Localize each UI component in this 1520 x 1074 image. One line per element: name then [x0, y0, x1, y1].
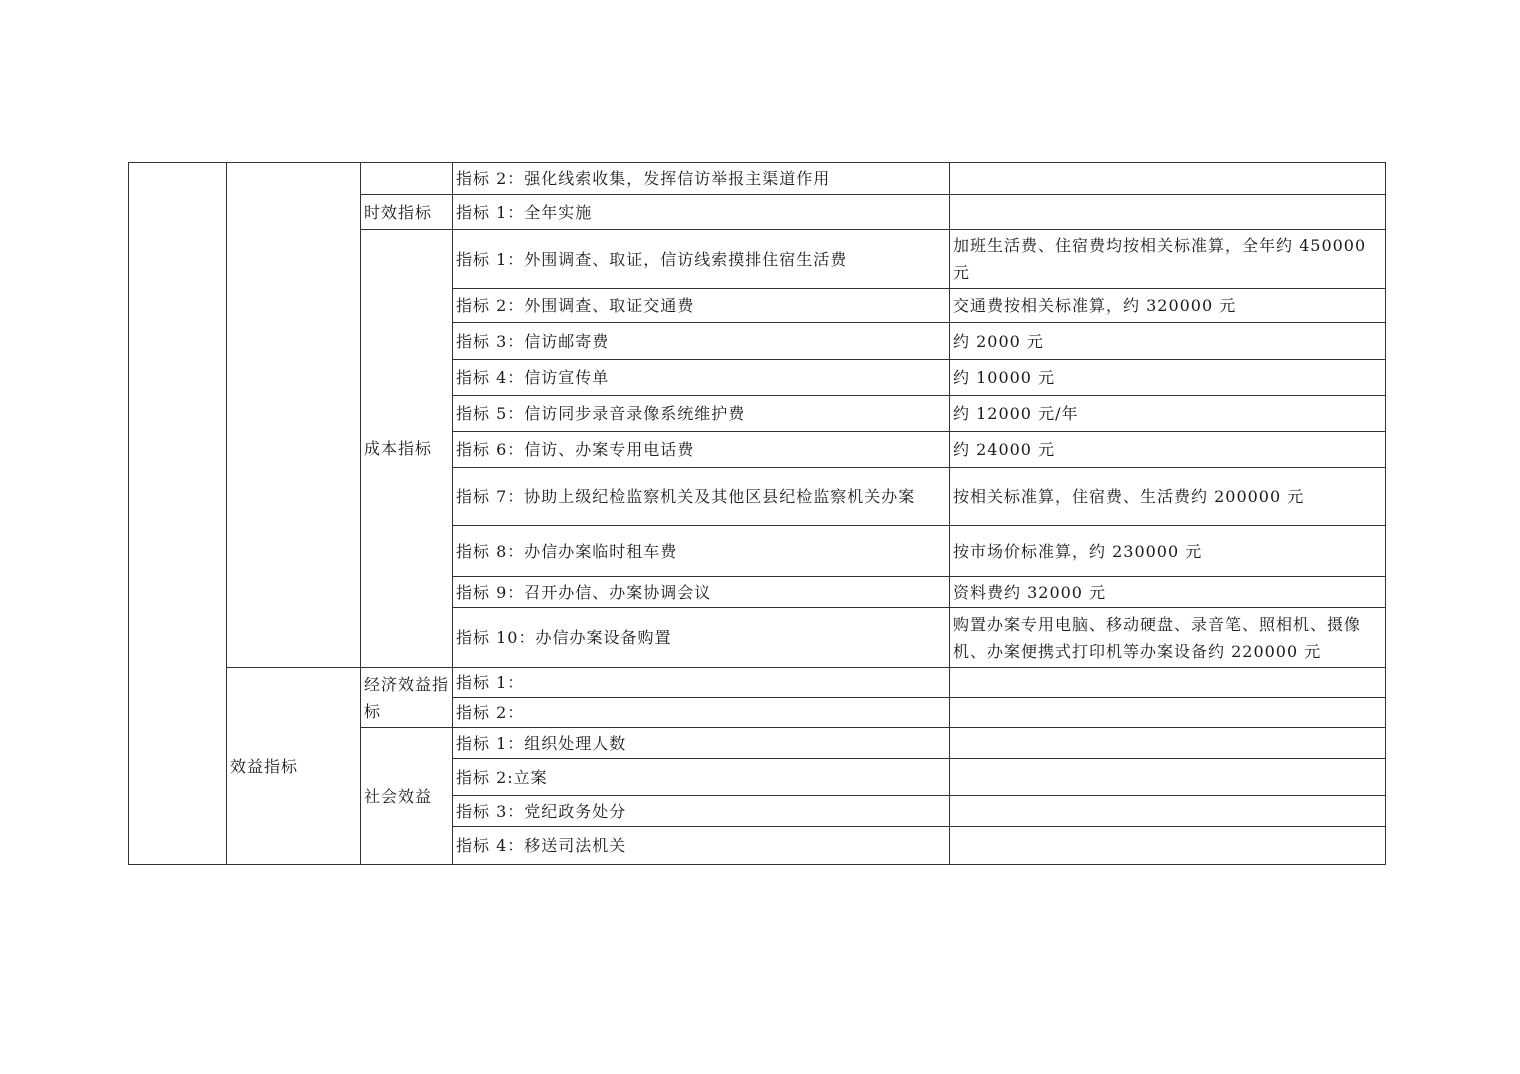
- value-cell: 约 10000 元: [950, 360, 1386, 396]
- benefit-indicator-label: 效益指标: [227, 668, 361, 865]
- value-cell: [950, 796, 1386, 827]
- value-cell: [950, 698, 1386, 728]
- value-cell: 约 12000 元/年: [950, 396, 1386, 432]
- value-cell: 按相关标准算，住宿费、生活费约 200000 元: [950, 468, 1386, 526]
- performance-indicator-table: [128, 162, 1386, 865]
- indicator-cell: 指标 5：信访同步录音录像系统维护费: [453, 396, 950, 432]
- indicator-cell: 指标 4：移送司法机关: [453, 827, 950, 865]
- value-cell: 约 24000 元: [950, 432, 1386, 468]
- value-cell: [950, 163, 1386, 195]
- indicator-cell: 指标 10：办信办案设备购置: [453, 608, 950, 668]
- value-cell: [950, 728, 1386, 759]
- value-cell: [950, 827, 1386, 865]
- indicator-cell: 指标 8：办信办案临时租车费: [453, 526, 950, 577]
- first-level-cell-blank: [129, 163, 227, 865]
- value-cell: [950, 759, 1386, 796]
- table-row: [129, 668, 1386, 698]
- second-level-cell-blank: [227, 163, 361, 668]
- indicator-cell: 指标 2：强化线索收集，发挥信访举报主渠道作用: [453, 163, 950, 195]
- indicator-cell: 指标 2：外围调查、取证交通费: [453, 289, 950, 323]
- indicator-cell: 指标 1：外围调查、取证，信访线索摸排住宿生活费: [453, 230, 950, 289]
- value-cell: 按市场价标准算，约 230000 元: [950, 526, 1386, 577]
- social-benefit-label: 社会效益: [361, 728, 453, 865]
- indicator-cell: 指标 3：信访邮寄费: [453, 323, 950, 360]
- indicator-cell: 指标 7：协助上级纪检监察机关及其他区县纪检监察机关办案: [453, 468, 950, 526]
- indicator-cell: 指标 1：组织处理人数: [453, 728, 950, 759]
- economic-benefit-label: 经济效益指标: [361, 668, 453, 728]
- table-row: [129, 163, 1386, 195]
- value-cell: [950, 195, 1386, 230]
- value-cell: 购置办案专用电脑、移动硬盘、录音笔、照相机、摄像机、办案便携式打印机等办案设备约 220000 元: [950, 608, 1386, 668]
- indicator-cell: 指标 3：党纪政务处分: [453, 796, 950, 827]
- value-cell: 交通费按相关标准算，约 320000 元: [950, 289, 1386, 323]
- indicator-cell: 指标 1：全年实施: [453, 195, 950, 230]
- value-cell: 资料费约 32000 元: [950, 577, 1386, 608]
- third-level-cell-blank: [361, 163, 453, 195]
- timeliness-indicator-label: 时效指标: [361, 195, 453, 230]
- indicator-cell: 指标 2：: [453, 698, 950, 728]
- value-cell: 加班生活费、住宿费均按相关标准算，全年约 450000 元: [950, 230, 1386, 289]
- value-cell: [950, 668, 1386, 698]
- indicator-cell: 指标 6：信访、办案专用电话费: [453, 432, 950, 468]
- indicator-cell: 指标 9：召开办信、办案协调会议: [453, 577, 950, 608]
- cost-indicator-label: 成本指标: [361, 230, 453, 668]
- value-cell: 约 2000 元: [950, 323, 1386, 360]
- indicator-cell: 指标 2:立案: [453, 759, 950, 796]
- indicator-cell: 指标 1：: [453, 668, 950, 698]
- indicator-cell: 指标 4：信访宣传单: [453, 360, 950, 396]
